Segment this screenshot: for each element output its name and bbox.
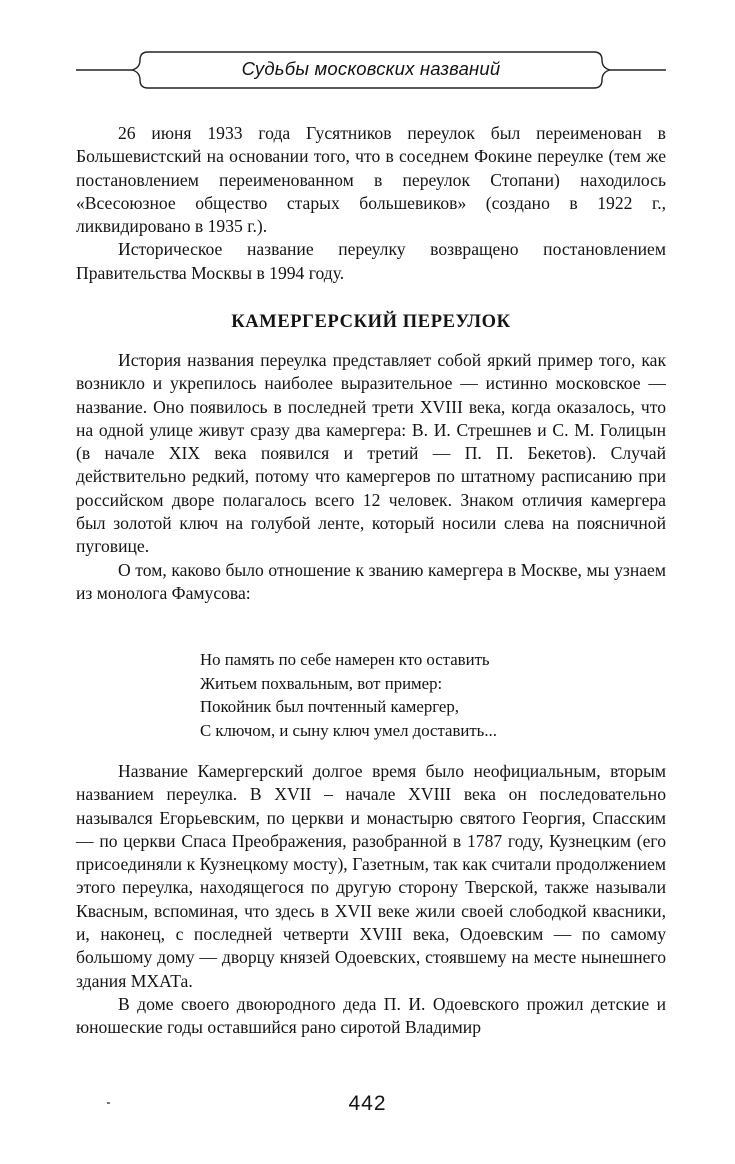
intro-text [76, 122, 666, 285]
paragraph: История названия переулка представляет собой яркий пример того, как возникло и укрепилось наиболее выразительное — истинно московское — название. Оно появилось в последней трети XVIII века, когда оказалось, что на одной улице живут сразу два камергера: В. И. Стрешнев и С. М. Голицын (в начале XIX века появился и третий — П. П. Бекетов). Случай действительно редкий, потому что камергеров по штатному расписанию при российском дворе полагалось всего 12 человек. Знаком отличия камергера был золотой ключ на голубой ленте, который носили слева на поясничной пуговице. [76, 350, 666, 557]
poem-line: Покойник был почтенный камергер, [200, 697, 459, 716]
poem-quote [200, 648, 497, 742]
poem-line: Житьем похвальным, вот пример: [200, 673, 443, 693]
section-heading-block [76, 312, 666, 333]
poem-line: Но память по себе намерен кто оставить [200, 650, 490, 669]
section-heading: КАМЕРГЕРСКИЙ ПЕРЕУЛОК [231, 312, 511, 332]
poem-line: С ключом, и сыну ключ умел доставить... [200, 720, 497, 740]
paragraph: В доме своего двоюродного деда П. И. Одоевского прожил детские и юношеские годы оставшийся рано сиротой Владимир [76, 993, 666, 1038]
paragraph: Историческое название переулку возвращено постановлением Правительства Москвы в 1994 году. [76, 239, 666, 283]
paragraph: 26 июня 1933 года Гусятников переулок был переименован в Большевистский на основании того, что в соседнем Фокине переулке (тем же постановлением переименованном в переулок Стопани) находилось «Всесоюзное общество старых большевиков» (создано в 1922 г., ликвидировано в 1935 г.). [76, 123, 666, 237]
paragraph: Название Камергерский долгое время было неофициальным, вторым названием переулка. В XVII – начале XVIII века он последовательно назывался Егорьевским, по церкви и монастырю святого Георгия, Спасским — по церкви Спаса Преображения, разобранной в 1787 году, Кузнецким (его присоединяли к Кузнецкому мосту), Газетным, так как считали продолжением этого переулка, находящегося по другую сторону Тверской, также называли Квасным, вспоминая, что здесь в XVII веке жили своей слободкой квасники, и, наконец, с последней четверти XVIII века, Одоевским — по самому большому дому — дворцу князей Одоевских, стоявшему на месте нынешнего здания МХАТа. [76, 761, 666, 991]
running-header [76, 46, 666, 90]
page-number: 442 [348, 1092, 387, 1115]
paragraph: О том, каково было отношение к званию камергера в Москве, мы узнаем из монолога Фамусова: [76, 559, 666, 603]
running-header-title: Судьбы московских названий [241, 58, 501, 79]
section-text [76, 349, 666, 605]
section-text-continued [76, 760, 666, 1040]
